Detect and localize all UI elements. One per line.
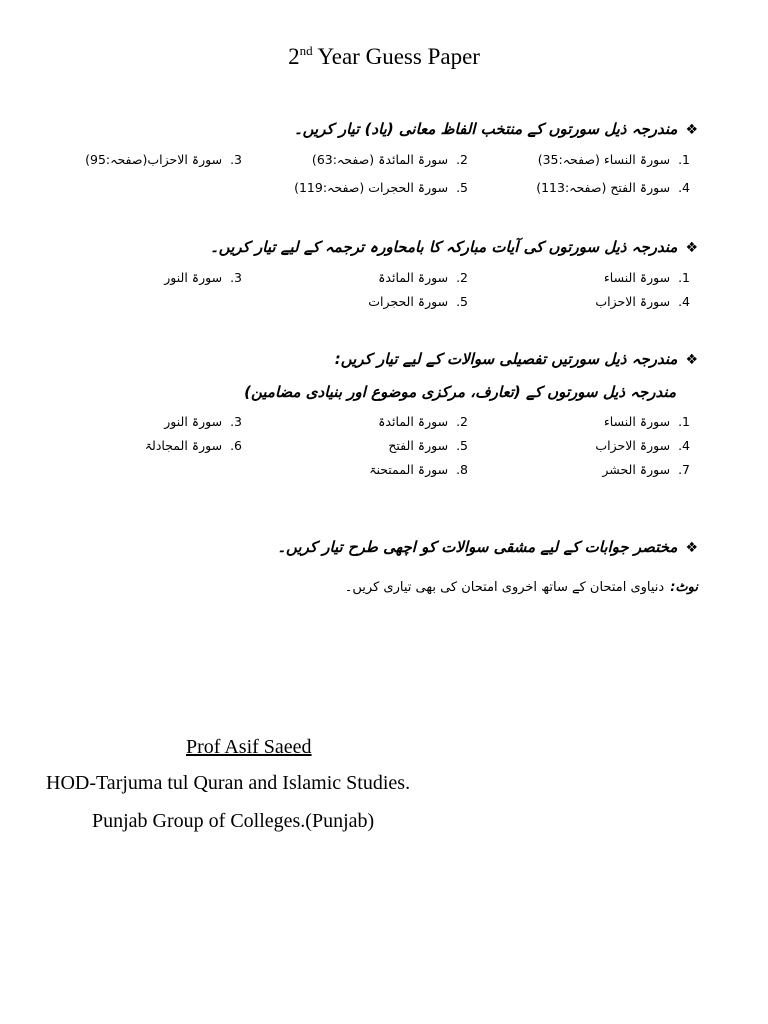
section4-heading: ❖مختصر جوابات کے لیے مشقی سوالات کو اچھی طرح تیار کریں۔ — [277, 538, 698, 556]
list-item: 7.سورۃ الحشر — [602, 462, 690, 477]
list-item: 2.سورۃ المائدۃ (صفحہ:63) — [311, 152, 468, 167]
section3-subheading: مندرجہ ذیل سورتوں کے (تعارف، مرکزی موضوع اور بنیادی مضامین) — [244, 383, 676, 401]
page-title: 2nd Year Guess Paper — [288, 43, 480, 69]
list-item: 3.سورۃ النور — [164, 270, 242, 285]
list-item: 5.سورۃ الحجرات (صفحہ:119) — [294, 180, 468, 195]
section3-heading: ❖مندرجہ ذیل سورتیں تفصیلی سوالات کے لیے تیار کریں: — [334, 350, 698, 368]
list-item: 3.سورۃ النور — [164, 414, 242, 429]
diamond-bullet-icon: ❖ — [685, 240, 698, 256]
list-item: 2.سورۃ المائدۃ — [378, 414, 468, 429]
section1-heading: ❖مندرجہ ذیل سورتوں کے منتخب الفاظ معانی (یاد) تیار کریں۔ — [293, 120, 698, 138]
note-text: دنیاوی امتحان کے ساتھ اخروی امتحان کی بھی تیاری کریں۔ — [344, 580, 665, 595]
signature-org: Punjab Group of Colleges.(Punjab) — [92, 810, 375, 832]
list-item: 4.سورۃ الفتح (صفحہ:113) — [536, 180, 690, 195]
note — [345, 580, 698, 595]
diamond-bullet-icon: ❖ — [685, 122, 698, 138]
signature-name: Prof Asif Saeed — [186, 736, 312, 758]
list-item: 4.سورۃ الاحزاب — [595, 294, 690, 309]
signature-role: HOD-Tarjuma tul Quran and Islamic Studies. — [46, 772, 411, 794]
list-item: 5.سورۃ الحجرات — [368, 294, 468, 309]
list-item: 5.سورۃ الفتح — [388, 438, 468, 453]
diamond-bullet-icon: ❖ — [685, 352, 698, 368]
diamond-bullet-icon: ❖ — [685, 540, 698, 556]
list-item: 1.سورۃ النساء — [603, 414, 690, 429]
title-superscript: nd — [299, 43, 313, 58]
note-label: نوٹ: — [670, 580, 698, 595]
list-item: 3.سورۃ الاحزاب(صفحہ:95) — [85, 152, 242, 167]
list-item: 1.سورۃ النساء (صفحہ:35) — [537, 152, 690, 167]
list-item: 4.سورۃ الاحزاب — [595, 438, 690, 453]
section2-heading: ❖مندرجہ ذیل سورتوں کی آیات مبارکہ کا بامحاورہ ترجمہ کے لیے تیار کریں۔ — [209, 238, 698, 256]
list-item: 6.سورۃ المجادلۃ — [144, 438, 242, 453]
list-item: 2.سورۃ المائدۃ — [378, 270, 468, 285]
list-item: 1.سورۃ النساء — [603, 270, 690, 285]
list-item: 8.سورۃ الممتحنۃ — [369, 462, 468, 477]
